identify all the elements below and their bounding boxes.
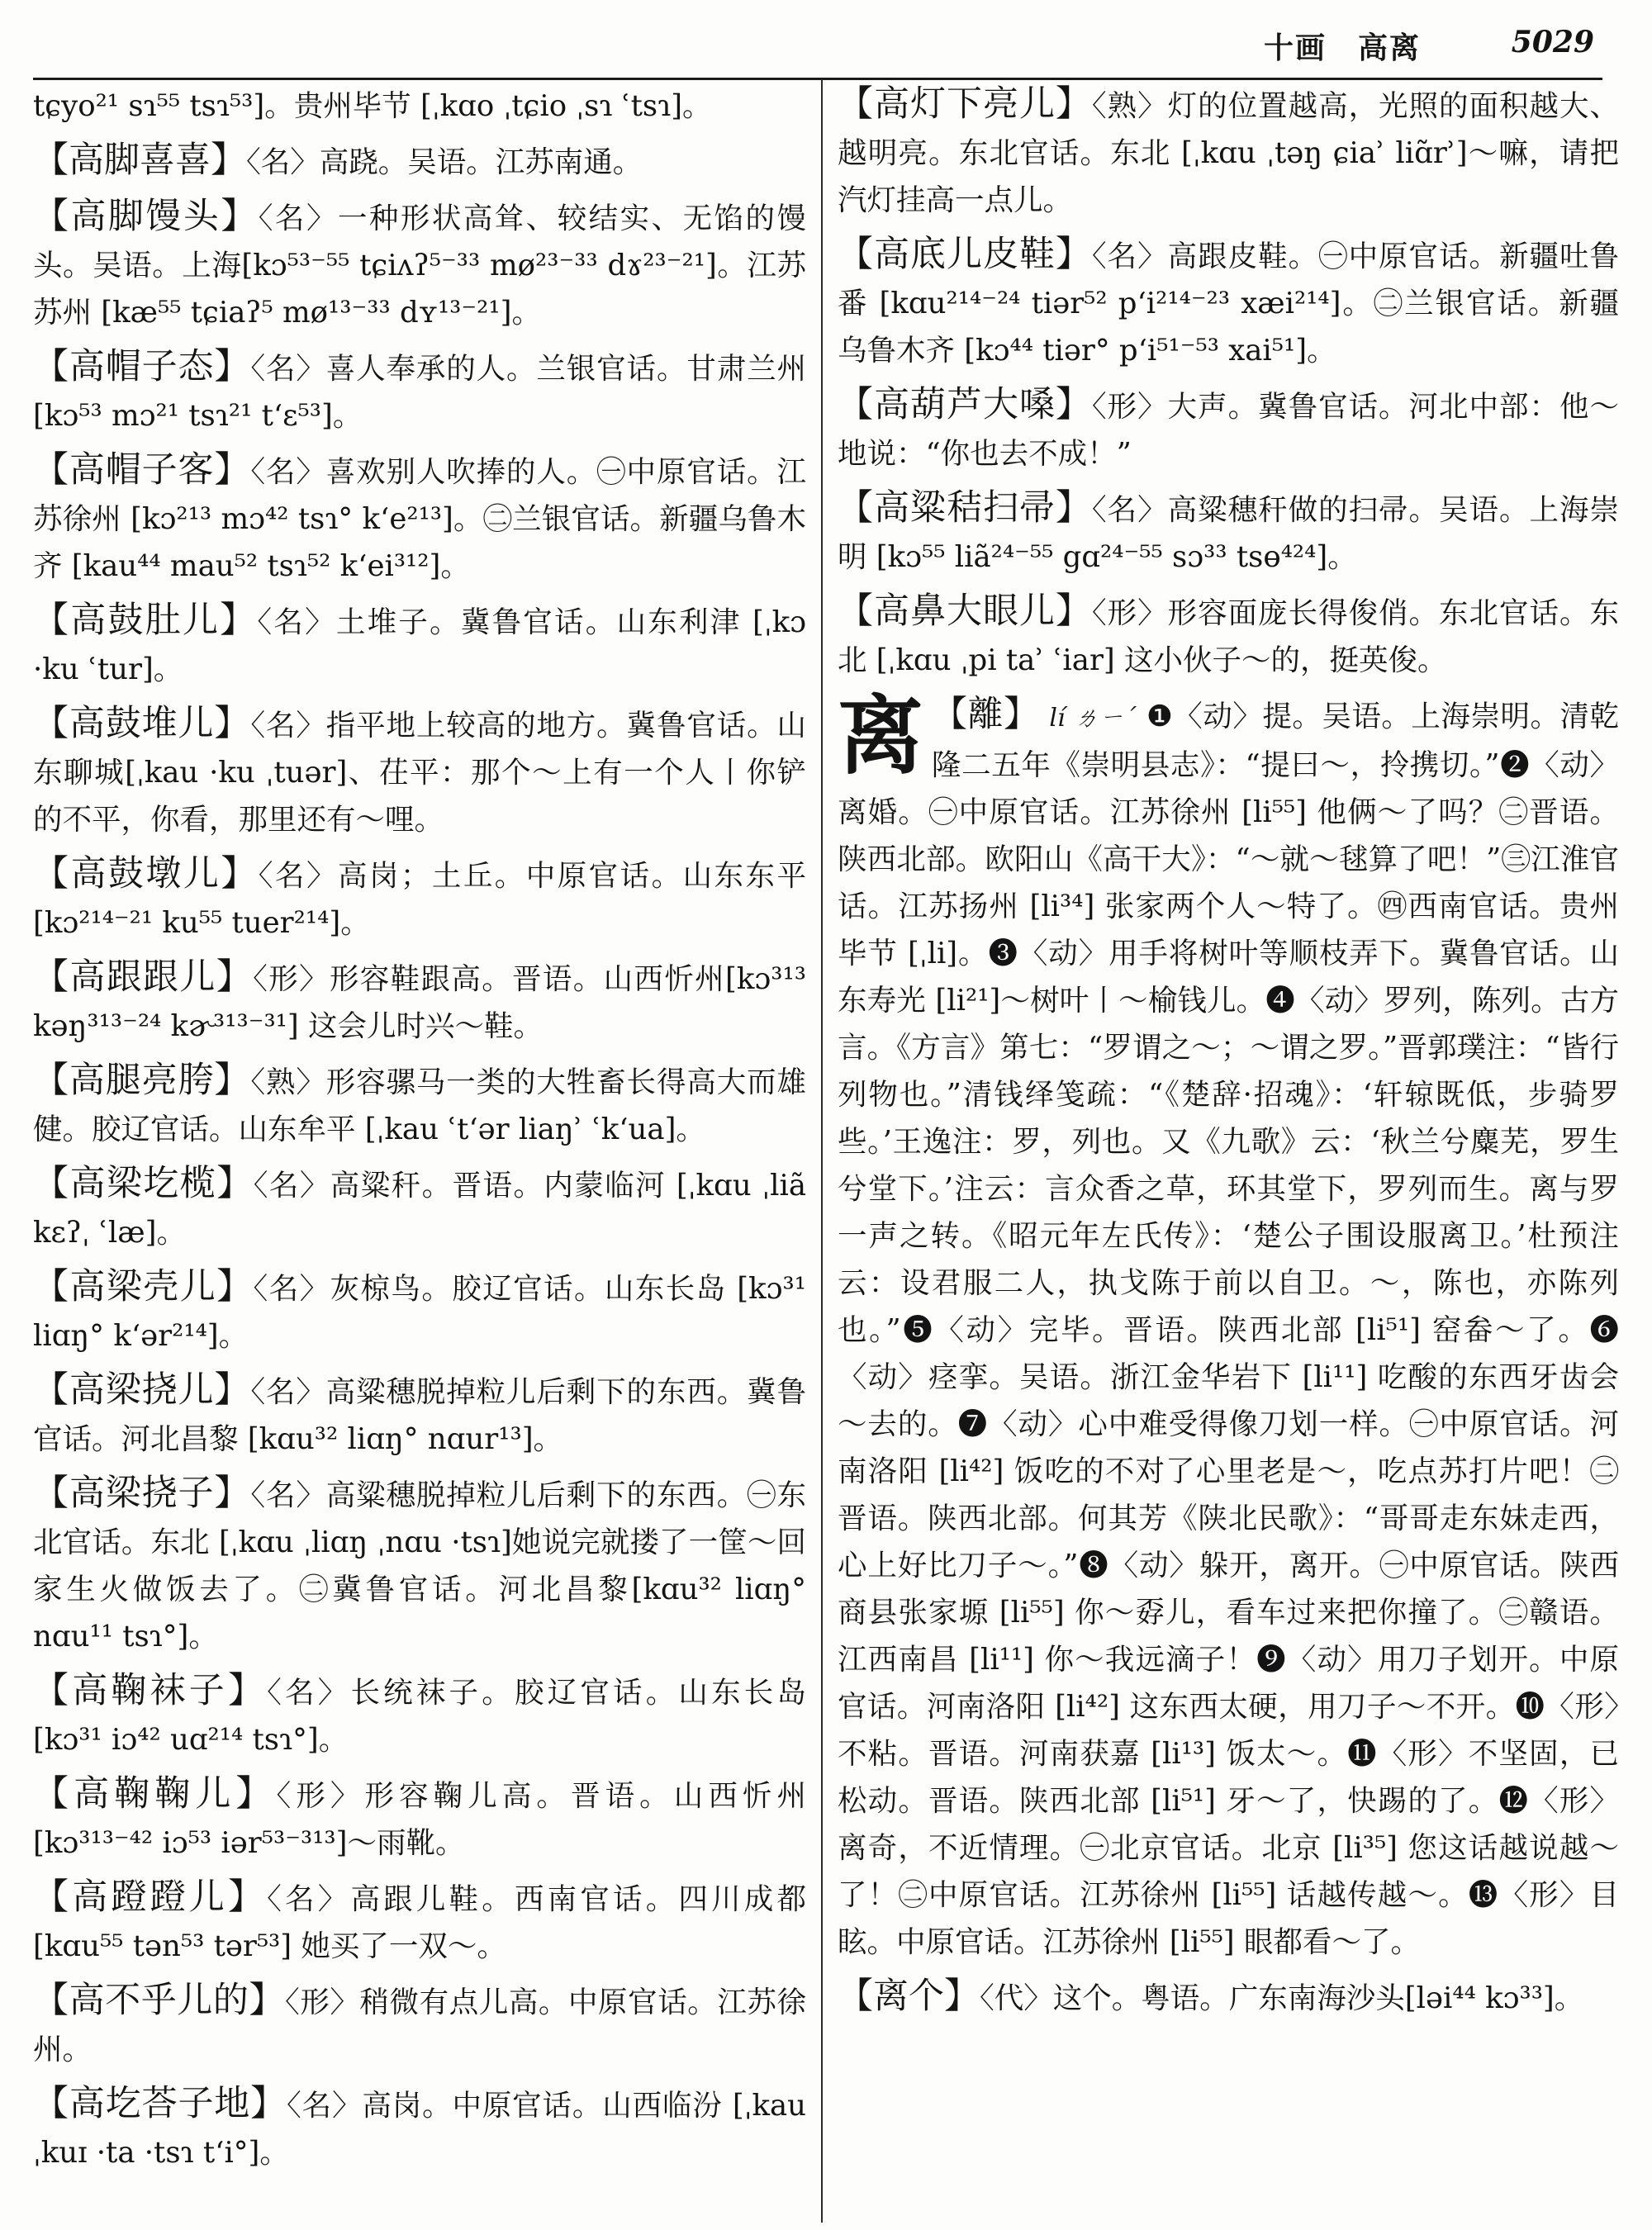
entry-pos: 〈名〉	[258, 202, 338, 235]
entry-headword: 【高腿亮胯】	[33, 1060, 251, 1101]
dictionary-entry	[33, 193, 806, 336]
entry-body: 高粱穗秆做的扫帚。吴语。上海崇明 [kɔ⁵⁵ liã²⁴⁻⁵⁵ gɑ²⁴⁻⁵⁵ sɔ³³ tsɵ⁴²⁴]。	[838, 493, 1619, 574]
entry-body: 高粱穗脱掉粒儿后剩下的东西。㊀东北官话。东北 [ˌkɑu ˌliɑŋ ˌnɑu ·tsɿ]她说完就搂了一筐～回家生火做饭去了。㊁冀鲁官话。河北昌黎[kɑu³² liɑŋ° nɑu¹¹ tsɿ°]。	[33, 1478, 806, 1654]
dictionary-entry	[33, 1264, 806, 1359]
entry-pos: 〈名〉	[253, 1169, 330, 1203]
entry-body: ❶〈动〉提。吴语。上海崇明。清乾隆二五年《崇明县志》：“提曰～，拎携切。”❷〈动〉离婚。㊀中原官话。江苏徐州 [li⁵⁵] 他俩～了吗？㊁晋语。陕西北部。欧阳山《高干大》：“～就～毬算了吧！”㊂江淮官话。江苏扬州 [li³⁴] 张家两个人～特了。㊃西南官话。贵州毕节 [ˌli]。❸〈动〉用手将树叶等顺枝弄下。冀鲁官话。山东寿光 [li²¹]～树叶丨～榆钱儿。❹〈动〉罗列，陈列。古方言。《方言》第七：“罗谓之～；～谓之罗。”晋郭璞注：“皆行列物也。”清钱绎笺疏：“《楚辞·招魂》：‘轩辌既低，步骑罗些。’王逸注：罗，列也。又《九歌》云：‘秋兰兮麋芜，罗生兮堂下。’注云：言众香之草，环其堂下，罗列而生。离与罗一声之转。《昭元年左氏传》：‘楚公子围设服离卫。’杜预注云：设君服二人，执戈陈于前以自卫。～，陈也，亦陈列也。”❺〈动〉完毕。晋语。陕西北部 [li⁵¹] 窑畚～了。❻〈动〉痉挛。吴语。浙江金华岩下 [li¹¹] 吃酸的东西牙齿会～去的。❼〈动〉心中难受得像刀划一样。㊀中原官话。河南洛阳 [li⁴²] 饭吃的不对了心里老是～，吃点苏打片吧！㊁晋语。陕西北部。何其芳《陕北民歌》：“哥哥走东妹走西，心上好比刀子～。”❽〈动〉躲开，离开。㊀中原官话。陕西商县张家塬 [li⁵⁵] 你～孬儿，看车过来把你撞了。㊁赣语。江西南昌 [li¹¹] 你～我远滴子！❾〈动〉用刀子划开。中原官话。河南洛阳 [li⁴²] 这东西太硬，用刀子～不开。❿〈形〉不粘。晋语。河南获嘉 [li¹³] 饭太～。⓫〈形〉不坚固，已松动。晋语。陕西北部 [li⁵¹] 牙～了，快踢的了。⓬〈形〉离奇，不近情理。㊀北京官话。北京 [li³⁵] 您这话越说越～了！㊁中原官话。江苏徐州 [li⁵⁵] 话越传越～。⓭〈形〉目眩。中原官话。江苏徐州 [li⁵⁵] 眼都看～了。	[838, 700, 1619, 1959]
entry-pos: 〈形〉	[1091, 390, 1168, 424]
entry-body: 高岗；土丘。中原官话。山东东平 [kɔ²¹⁴⁻²¹ ku⁵⁵ tuer²¹⁴]。	[33, 859, 806, 940]
dictionary-entry	[33, 1874, 806, 1970]
entry-pos: 〈熟〉	[1091, 89, 1168, 123]
entry-headword: 【高脚馒头】	[33, 196, 259, 237]
entry-pos: 〈形〉	[285, 1986, 360, 2019]
dictionary-entry	[33, 81, 806, 130]
dictionary-entry	[33, 1057, 806, 1153]
entry-headword: 【高粱秸扫帚】	[838, 487, 1092, 529]
dictionary-entry	[33, 851, 806, 947]
entry-body: 高跷。吴语。江苏南通。	[319, 145, 643, 179]
traditional-form: 【離】	[932, 694, 1040, 735]
page-number: 5029	[1511, 25, 1594, 59]
entry-headword: 【高不乎儿的】	[33, 1980, 286, 2021]
entry-pos: 〈名〉	[1091, 493, 1168, 527]
entry-body: 大声。冀鲁官话。河北中部：他～地说：“你也去不成！”	[838, 390, 1619, 471]
column-divider	[821, 79, 823, 2223]
entry-body: 灯的位置越高，光照的面积越大、越明亮。东北官话。东北 [ˌkɑu ˌtəŋ ɕiaʾ liɑ̃rʾ]～嘛，请把汽灯挂高一点儿。	[838, 89, 1619, 217]
entry-headword: 【高鼓堆儿】	[33, 703, 251, 744]
entry-body: 形容鞠儿高。晋语。山西忻州 [kɔ³¹³⁻⁴² iɔ⁵³ iər⁵³⁻³¹³]～雨靴。	[33, 1779, 806, 1860]
dictionary-entry	[838, 382, 1619, 477]
entry-pos: 〈形〉	[276, 1779, 365, 1813]
entry-body: 形容骡马一类的大牲畜长得高大而雄健。胶辽官话。山东牟平 [ˌkau ʿtʻər liaŋʾ ʿkʻua]。	[33, 1065, 806, 1146]
entry-body: 高跟皮鞋。㊀中原官话。新疆吐鲁番 [kɑu²¹⁴⁻²⁴ tiər⁵² pʻi²¹⁴⁻²³ xæi²¹⁴]。㊁兰银官话。新疆乌鲁木齐 [kɔ⁴⁴ tiər° pʻi⁵¹⁻⁵³ xai⁵¹]。	[838, 240, 1619, 368]
entry-body: 长统袜子。胶辽官话。山东长岛 [kɔ³¹ iɔ⁴² uɑ²¹⁴ tsɿ°]。	[33, 1676, 806, 1757]
entry-body: 高跟儿鞋。西南官话。四川成都 [kɑu⁵⁵ tən⁵³ tər⁵³] 她买了一双～。	[33, 1882, 806, 1963]
entry-body: 喜人奉承的人。兰银官话。甘肃兰州 [kɔ⁵³ mɔ²¹ tsɿ²¹ tʻɛ⁵³]。	[33, 352, 806, 433]
entry-body: 灰椋鸟。胶辽官话。山东长岛 [kɔ³¹ liɑŋ° kʻər²¹⁴]。	[33, 1272, 806, 1353]
dictionary-entry	[838, 1973, 1619, 2022]
dictionary-entry	[33, 1367, 806, 1463]
entry-pos: 〈名〉	[257, 605, 336, 639]
entry-pos: 〈名〉	[287, 2089, 363, 2123]
dictionary-entry	[838, 231, 1619, 374]
entry-body: 指平地上较高的地方。冀鲁官话。山东聊城[ˌkau ·ku ˌtuər]、茌平：那个～上有一个人丨你铲的不平，你看，那里还有～哩。	[33, 709, 806, 837]
running-head: 十画 高离	[1263, 31, 1421, 65]
dictionary-entry	[33, 700, 806, 843]
dictionary-entry	[33, 1160, 806, 1256]
entry-headword: 【高鼓墩儿】	[33, 853, 259, 894]
entry-pos: 〈名〉	[267, 1882, 351, 1916]
entry-headword: 【高梁挠儿】	[33, 1369, 251, 1411]
entry-pos: 〈名〉	[246, 145, 320, 179]
entry-pos: 〈名〉	[250, 352, 326, 386]
entry-pos: 〈名〉	[1091, 240, 1168, 273]
dictionary-entry	[33, 954, 806, 1050]
dictionary-entry	[33, 1771, 806, 1867]
entry-pos: 〈熟〉	[250, 1065, 326, 1099]
dictionary-entry	[33, 597, 806, 693]
entry-headword: 【高帽子客】	[33, 449, 251, 491]
entry-headword: 【高鼻大眼儿】	[838, 591, 1092, 632]
entry-headword: 【高脚喜喜】	[33, 140, 246, 181]
entry-body: 高粱穗脱掉粒儿后剩下的东西。冀鲁官话。河北昌黎 [kɑu³² liɑŋ° nɑur¹³]。	[33, 1375, 806, 1456]
character-entry-li	[838, 686, 1619, 1966]
entry-body: 形容面庞长得俊俏。东北官话。东北 [ˌkɑu ˌpi taʾ ʿiar] 这小伙子～的，挺英俊。	[838, 596, 1619, 677]
dictionary-entry	[33, 2081, 806, 2176]
entry-headword: 【高鞠袜子】	[33, 1670, 268, 1711]
entry-body: tɕyo²¹ sɿ⁵⁵ tsɿ⁵³]。贵州毕节 [ˌkɑo ˌtɕio ˌsɿ ʿtsɿ]。	[33, 89, 712, 123]
dictionary-entry	[838, 81, 1619, 224]
entry-body: 高粱秆。晋语。内蒙临河 [ˌkɑu ˌliã kɛʔˌ ʿlæ]。	[33, 1169, 806, 1250]
dictionary-entry	[33, 447, 806, 590]
dictionary-entry	[838, 588, 1619, 684]
entry-headword: 【高梁圪榄】	[33, 1163, 254, 1204]
left-column	[33, 81, 806, 2220]
dictionary-entry	[33, 1470, 806, 1660]
entry-pos: 〈名〉	[258, 859, 338, 893]
entry-headword: 【离个】	[838, 1976, 980, 2017]
entry-body: 喜欢别人吹捧的人。㊀中原官话。江苏徐州 [kɔ²¹³ mɔ⁴² tsɿ° kʻe²¹³]。㊁兰银官话。新疆乌鲁木齐 [kau⁴⁴ mau⁵² tsɿ⁵² kʻei³¹²]。	[33, 455, 806, 583]
pronunciation: lí ㄌㄧˊ	[1049, 704, 1137, 733]
right-column	[838, 81, 1619, 2220]
entry-pos: 〈形〉	[253, 962, 330, 996]
entry-body: 这个。粤语。广东南海沙头[ləi⁴⁴ kɔ³³]。	[1052, 1981, 1584, 2015]
dictionary-entry	[33, 137, 806, 186]
entry-pos: 〈代〉	[980, 1981, 1053, 2015]
dictionary-entry	[33, 1668, 806, 1763]
dictionary-entry	[33, 1977, 806, 2073]
entry-pos: 〈名〉	[267, 1676, 351, 1710]
entry-pos: 〈名〉	[250, 709, 326, 743]
entry-headword: 【高梁壳儿】	[33, 1266, 254, 1307]
page-header	[33, 18, 1602, 80]
entry-pos: 〈名〉	[250, 455, 326, 489]
entry-headword: 【高葫芦大嗓】	[838, 384, 1092, 425]
entry-pos: 〈名〉	[253, 1272, 330, 1306]
entry-headword: 【高蹬蹬儿】	[33, 1877, 268, 1918]
dictionary-entry	[838, 485, 1619, 581]
entry-headword: 【高灯下亮儿】	[838, 83, 1092, 125]
entry-headword: 【高梁挠子】	[33, 1473, 251, 1514]
entry-body: 稍微有点儿高。中原官话。江苏徐州。	[33, 1986, 806, 2066]
headword-character: 离	[838, 686, 924, 786]
entry-headword: 【高圪荅子地】	[33, 2083, 287, 2124]
entry-body: 土堆子。冀鲁官话。山东利津 [ˌkɔ ·ku ʿtur]。	[33, 605, 806, 686]
entry-pos: 〈名〉	[250, 1375, 326, 1409]
entry-headword: 【高底儿皮鞋】	[838, 234, 1092, 275]
entry-headword: 【高跟跟儿】	[33, 956, 254, 998]
entry-body: 高岗。中原官话。山西临汾 [ˌkau ˌkuɪ ·ta ·tsɿ tʻi°]。	[33, 2089, 806, 2170]
entry-pos: 〈形〉	[1091, 596, 1168, 630]
entry-body: 形容鞋跟高。晋语。山西忻州[kɔ³¹³ kəŋ³¹³⁻²⁴ kɚ³¹³⁻³¹] 这会儿时兴～鞋。	[33, 962, 806, 1043]
entry-body: 一种形状高耸、较结实、无馅的馒头。吴语。上海[kɔ⁵³⁻⁵⁵ tɕiʌʔ⁵⁻³³ mø²³⁻³³ dɤ²³⁻²¹]。江苏苏州 [kæ⁵⁵ tɕiaʔ⁵ mø¹³⁻³³ dʏ¹³⁻²¹]。	[33, 202, 806, 330]
entry-headword: 【高帽子态】	[33, 346, 251, 387]
entry-pos: 〈名〉	[250, 1478, 326, 1512]
dictionary-entry	[33, 344, 806, 439]
entry-headword: 【高鼓肚儿】	[33, 600, 258, 641]
entry-headword: 【高鞠鞠儿】	[33, 1773, 277, 1815]
